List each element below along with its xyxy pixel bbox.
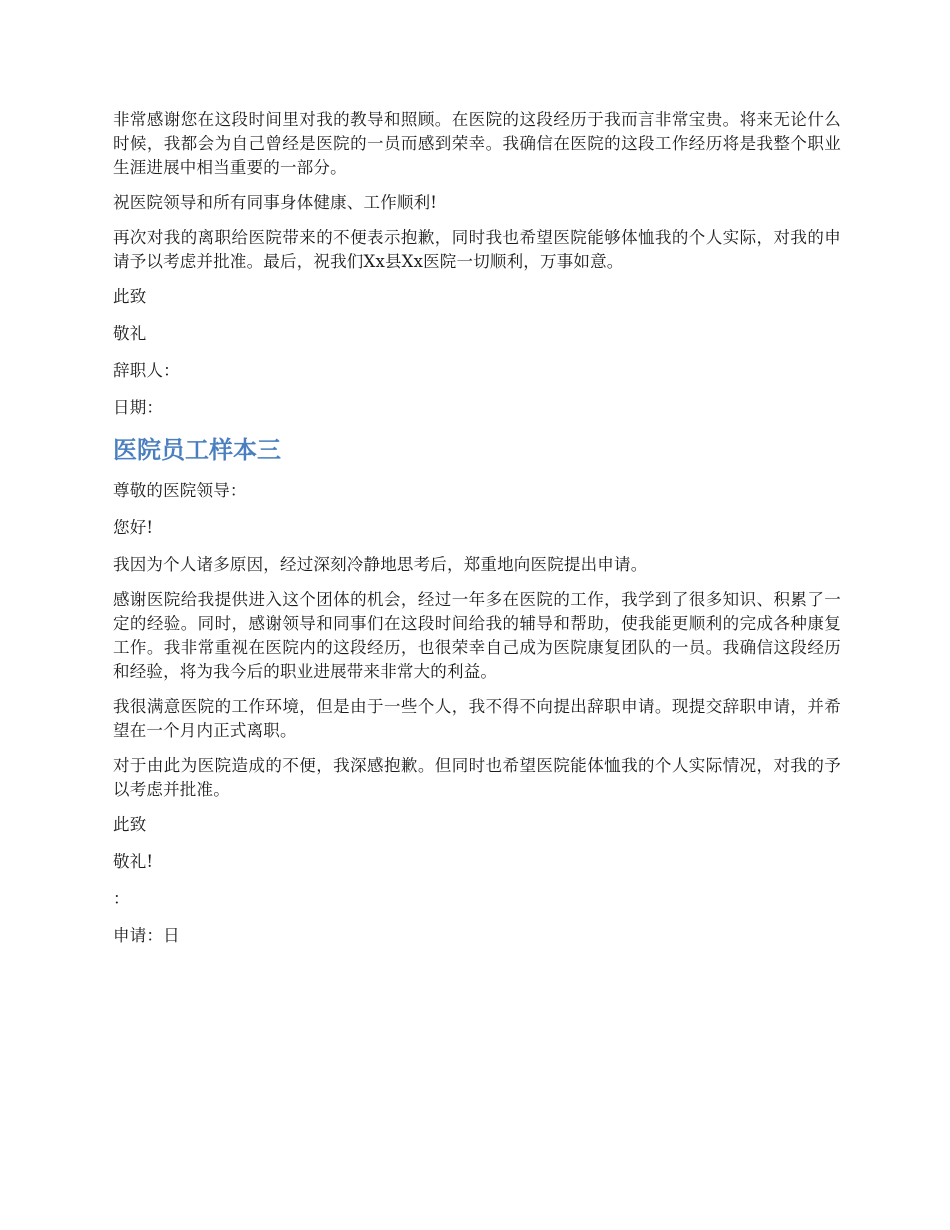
closing-line: 敬礼	[113, 324, 147, 343]
date-line: 申请：日	[113, 926, 180, 945]
body-paragraph: 祝医院领导和所有同事身体健康、工作顺利!	[113, 193, 438, 212]
signature-line: 辞职人：	[113, 361, 180, 380]
body-paragraph: 感谢医院给我提供进入这个团体的机会，经过一年多在医院的工作，我学到了很多知识、积累了一定的经验。同时，感谢领导和同事们在这段时间给我的辅导和帮助，使我能更顺利的完成各种康复工作。我非常重视在医院内的这段经历，也很荣幸自己成为医院康复团队的一员。我确信这段经历和经验，将为我今后的职业进展带来非常大的利益。	[113, 590, 841, 681]
greeting: 您好!	[113, 518, 154, 537]
document-page	[113, 108, 841, 961]
salutation: 尊敬的医院领导：	[113, 481, 247, 500]
body-paragraph: 再次对我的离职给医院带来的不便表示抱歉，同时我也希望医院能够体恤我的个人实际，对我的申请予以考虑并批准。最后，祝我们Xx县Xx医院一切顺利，万事如意。	[113, 228, 841, 271]
closing-line: 此致	[113, 815, 147, 834]
body-paragraph: 我因为个人诸多原因，经过深刻冷静地思考后，郑重地向医院提出申请。	[113, 555, 648, 574]
body-paragraph: 对于由此为医院造成的不便，我深感抱歉。但同时也希望医院能体恤我的个人实际情况，对我的予以考虑并批准。	[113, 756, 841, 799]
body-paragraph: 我很满意医院的工作环境，但是由于一些个人，我不得不向提出辞职申请。现提交辞职申请，并希望在一个月内正式离职。	[113, 697, 841, 740]
body-paragraph: 非常感谢您在这段时间里对我的教导和照顾。在医院的这段经历于我而言非常宝贵。将来无论什么时候，我都会为自己曾经是医院的一员而感到荣幸。我确信在医院的这段工作经历将是我整个职业生涯进展中相当重要的一部分。	[113, 110, 841, 177]
closing-line: 此致	[113, 287, 147, 306]
section-heading: 医院员工样本三	[113, 436, 281, 464]
date-line: 日期：	[113, 398, 164, 417]
closing-line: 敬礼!	[113, 852, 154, 871]
signature-line: ：	[113, 889, 130, 908]
